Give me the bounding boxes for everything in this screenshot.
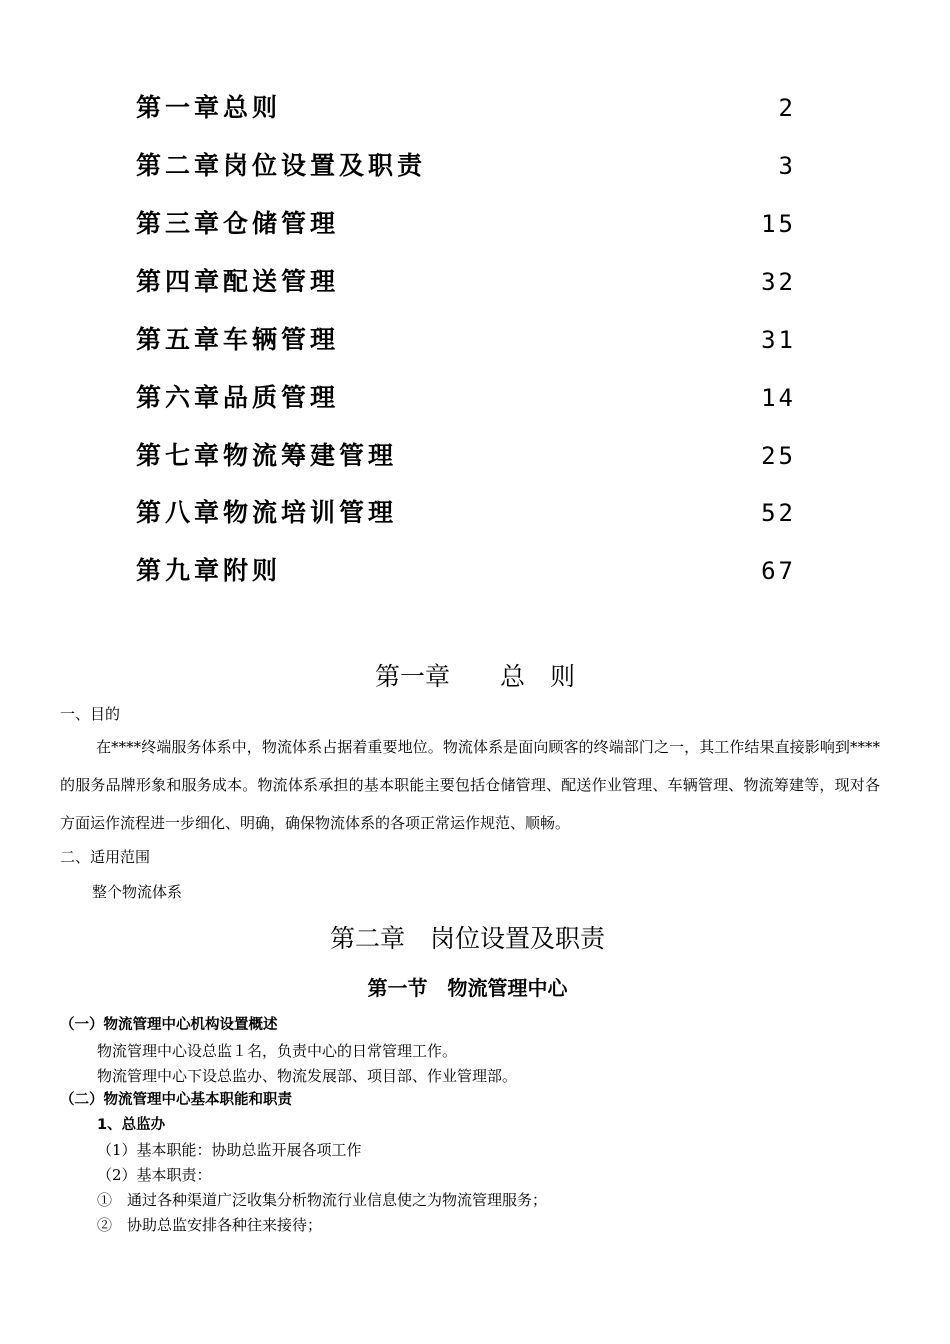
body-line: （2）基本职责：	[97, 1166, 212, 1184]
toc-entry-title: 第四章配送管理	[136, 267, 340, 296]
body-line: 物流管理中心设总监１名，负责中心的日常管理工作。	[97, 1042, 458, 1060]
section-heading: 第一节 物流管理中心	[367, 976, 568, 1000]
body-line: 物流管理中心下设总监办、物流发展部、项目部、作业管理部。	[97, 1067, 518, 1085]
toc-entry-page: 32	[761, 268, 796, 296]
toc-entry-title: 第六章品质管理	[136, 383, 340, 412]
section-purpose-paragraph	[60, 728, 880, 842]
toc-entry[interactable]	[136, 551, 796, 591]
toc-entry[interactable]	[136, 378, 796, 418]
toc-entry-title: 第九章附则	[136, 556, 282, 585]
toc-entry-title: 第八章物流培训管理	[136, 498, 398, 527]
section-scope-title: 二、适用范围	[60, 848, 151, 866]
toc-entry-page: 2	[778, 94, 796, 122]
section-purpose-title: 一、目的	[60, 705, 121, 723]
chapter-2-heading: 第二章 岗位设置及职责	[329, 924, 605, 953]
toc-entry-title: 第二章岗位设置及职责	[136, 151, 427, 180]
toc-entry-page: 14	[761, 384, 796, 412]
toc-entry-page: 31	[761, 326, 796, 354]
toc-entry[interactable]	[136, 320, 796, 360]
item-title: 1、总监办	[97, 1117, 166, 1133]
toc-entry-page: 67	[761, 557, 796, 585]
toc-entry[interactable]	[136, 146, 796, 186]
list-item: ② 协助总监安排各种往来接待；	[97, 1216, 323, 1234]
subsection-title: （二）物流管理中心基本职能和职责	[60, 1092, 292, 1108]
toc-entry-title: 第五章车辆管理	[136, 325, 340, 354]
chapter-1-heading: 第一章 总 则	[374, 662, 575, 691]
body-line: （1）基本职能：协助总监开展各项工作	[97, 1141, 362, 1159]
subsection-title: （一）物流管理中心机构设置概述	[60, 1017, 278, 1033]
toc-entry[interactable]	[136, 88, 796, 128]
toc-entry-page: 25	[761, 442, 796, 470]
section-purpose-text: 在****终端服务体系中，物流体系占据着重要地位。物流体系是面向顾客的终端部门之一，其工作结果直接影响到****的服务品牌形象和服务成本。物流体系承担的基本职能主要包括仓储管理、配送作业管理、车辆管理、物流筹建等，现对各方面运作流程进一步细化、明确，确保物流体系的各项正常运作规范、顺畅。	[60, 738, 880, 832]
toc-entry[interactable]	[136, 493, 796, 533]
toc-entry-page: 52	[761, 499, 796, 527]
toc-entry-title: 第七章物流筹建管理	[136, 441, 398, 470]
section-scope-text: 整个物流体系	[92, 883, 183, 901]
toc-entry[interactable]	[136, 436, 796, 476]
toc-entry[interactable]	[136, 204, 796, 244]
toc-entry-page: 3	[778, 152, 796, 180]
list-item: ① 通过各种渠道广泛收集分析物流行业信息使之为物流管理服务；	[97, 1191, 548, 1209]
toc-entry[interactable]	[136, 262, 796, 302]
toc-entry-title: 第一章总则	[136, 93, 282, 122]
toc-entry-title: 第三章仓储管理	[136, 209, 340, 238]
toc-entry-page: 15	[761, 210, 796, 238]
